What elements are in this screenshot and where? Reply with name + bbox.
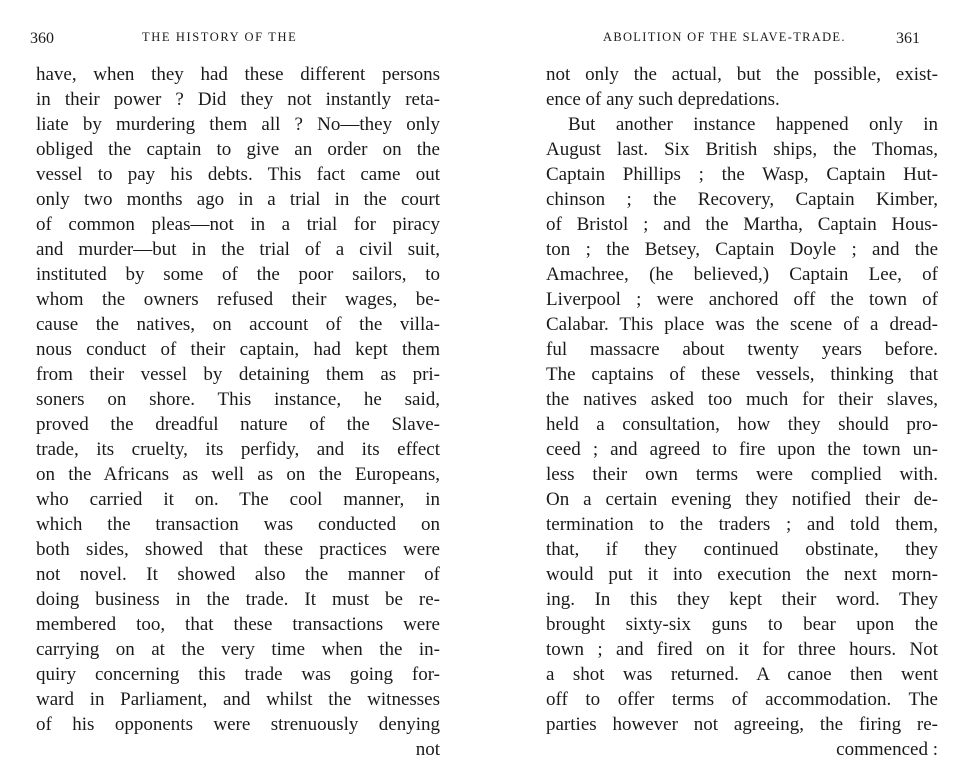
text-line: in their power ? Did they not instantly reta-	[36, 89, 440, 110]
text-line: vessel to pay his debts. This fact came out	[36, 164, 440, 185]
text-line: chinson ; the Recovery, Captain Kimber,	[546, 189, 938, 210]
text-line: the natives asked too much for their slaves,	[546, 389, 938, 410]
text-line: and murder—but in the trial of a civil suit,	[36, 239, 440, 260]
text-line: Liverpool ; were anchored off the town of	[546, 289, 938, 310]
text-line: a shot was returned. A canoe then went	[546, 664, 938, 685]
text-line: membered too, that these transactions were	[36, 614, 440, 635]
page-body	[546, 62, 938, 762]
text-line: termination to the traders ; and told them,	[546, 514, 938, 535]
text-line: The captains of these vessels, thinking that	[546, 364, 938, 385]
text-line: ward in Parliament, and whilst the witnesses	[36, 689, 440, 710]
text-line: held a consultation, how they should pro-	[546, 414, 938, 435]
page-body	[36, 62, 440, 762]
text-line: of Bristol ; and the Martha, Captain Hous-	[546, 214, 938, 235]
text-line: nous conduct of their captain, had kept them	[36, 339, 440, 360]
text-line: from their vessel by detaining them as pri-	[36, 364, 440, 385]
text-line: On a certain evening they notified their de-	[546, 489, 938, 510]
text-line: of his opponents were strenuously denying	[36, 714, 440, 735]
text-line: that, if they continued obstinate, they	[546, 539, 938, 560]
left-page	[0, 0, 480, 772]
text-line: Captain Phillips ; the Wasp, Captain Hut-	[546, 164, 938, 185]
text-line: only two months ago in a trial in the court	[36, 189, 440, 210]
text-line: carrying on at the very time when the in-	[36, 639, 440, 660]
text-line: on the Africans as well as on the Europeans,	[36, 464, 440, 485]
text-line: doing business in the trade. It must be re-	[36, 589, 440, 610]
running-head: THE HISTORY OF THE	[142, 30, 298, 44]
page-number: 361	[896, 30, 920, 47]
text-line: both sides, showed that these practices were	[36, 539, 440, 560]
text-line: who carried it on. The cool manner, in	[36, 489, 440, 510]
text-line: August last. Six British ships, the Thomas,	[546, 139, 938, 160]
text-line: ence of any such depredations.	[546, 89, 780, 110]
text-line: ful massacre about twenty years before.	[546, 339, 938, 360]
text-line: ing. In this they kept their word. They	[546, 589, 938, 610]
text-line: But another instance happened only in	[568, 114, 938, 135]
text-line: brought sixty-six guns to bear upon the	[546, 614, 938, 635]
running-head: ABOLITION OF THE SLAVE-TRADE.	[603, 30, 846, 44]
right-page	[500, 0, 980, 772]
text-line: have, when they had these different persons	[36, 64, 440, 85]
text-line: Calabar. This place was the scene of a dread-	[546, 314, 938, 335]
page-number: 360	[30, 30, 54, 47]
text-line: obliged the captain to give an order on the	[36, 139, 440, 160]
text-line: liate by murdering them all ? No—they only	[36, 114, 440, 135]
text-line: town ; and fired on it for three hours. Not	[546, 639, 938, 660]
catchword: commenced :	[836, 739, 938, 760]
text-line: soners on shore. This instance, he said,	[36, 389, 440, 410]
text-line: Amachree, (he believed,) Captain Lee, of	[546, 264, 938, 285]
text-line: not novel. It showed also the manner of	[36, 564, 440, 585]
catchword: not	[415, 739, 440, 760]
text-line: proved the dreadful nature of the Slave-	[36, 414, 440, 435]
text-line: would put it into execution the next morn-	[546, 564, 938, 585]
text-line: off to offer terms of accommodation. The	[546, 689, 938, 710]
text-line: trade, its cruelty, its perfidy, and its effect	[36, 439, 440, 460]
text-line: parties however not agreeing, the firing re-	[546, 714, 938, 735]
text-line: whom the owners refused their wages, be-	[36, 289, 440, 310]
text-line: ton ; the Betsey, Captain Doyle ; and the	[546, 239, 938, 260]
text-line: not only the actual, but the possible, exist-	[546, 64, 938, 85]
text-line: of common pleas—not in a trial for piracy	[36, 214, 440, 235]
text-line: instituted by some of the poor sailors, to	[36, 264, 440, 285]
text-line: less their own terms were complied with.	[546, 464, 938, 485]
text-line: ceed ; and agreed to fire upon the town un-	[546, 439, 938, 460]
text-line: which the transaction was conducted on	[36, 514, 440, 535]
text-line: cause the natives, on account of the villa-	[36, 314, 440, 335]
text-line: quiry concerning this trade was going for-	[36, 664, 440, 685]
